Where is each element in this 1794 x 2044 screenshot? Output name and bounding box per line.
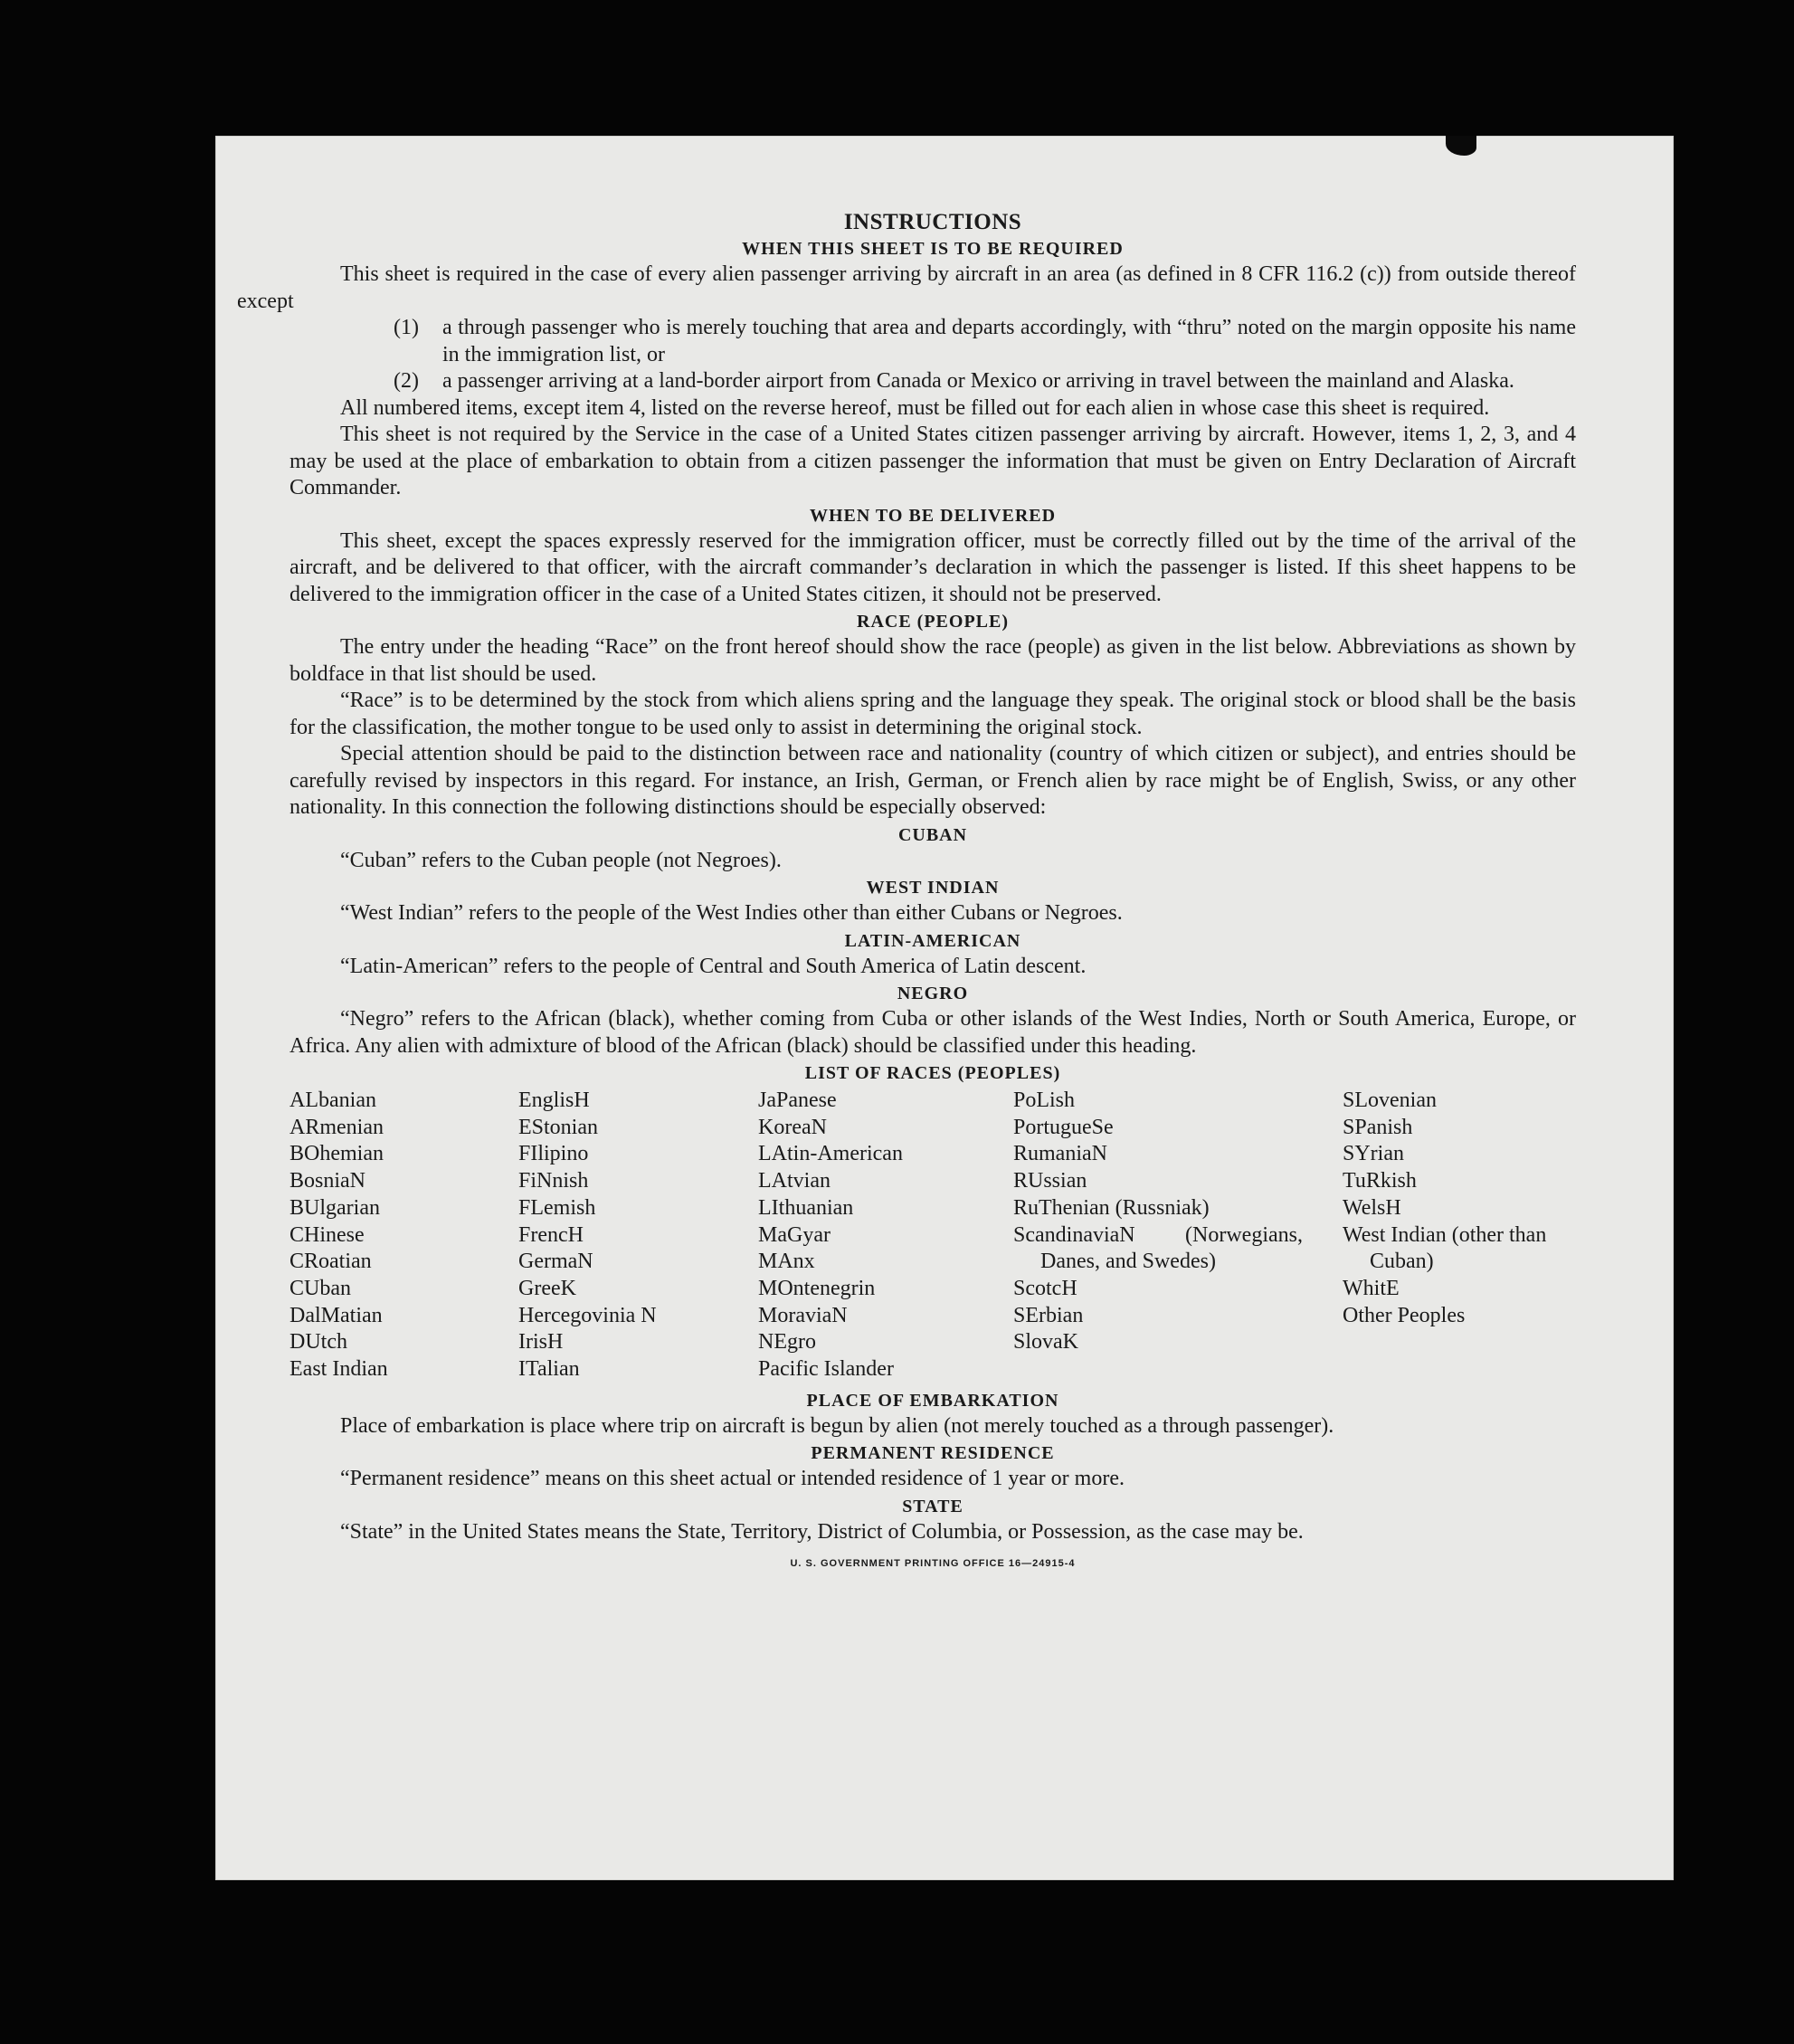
race-entry: BUlgarian xyxy=(290,1195,380,1220)
heading-embarkation: PLACE OF EMBARKATION xyxy=(806,1390,1059,1411)
race-entry: ITalian xyxy=(518,1357,580,1382)
race-entry: EStonian xyxy=(518,1115,598,1139)
race-entry: MOntenegrin xyxy=(758,1276,876,1300)
race-entry: MoraviaN xyxy=(758,1303,848,1327)
race-entry: CRoatian xyxy=(290,1250,372,1274)
race-entry: East Indian xyxy=(290,1357,388,1382)
race-entry: BOhemian xyxy=(290,1142,384,1166)
races-column-3 xyxy=(758,1088,1013,1383)
race-entry: SErbian xyxy=(1013,1303,1084,1327)
race-entry: CHinese xyxy=(290,1222,365,1247)
race-entry: ARmenian xyxy=(290,1115,384,1139)
race-entry: MaGyar xyxy=(758,1222,831,1247)
race-entry: FLemish xyxy=(518,1195,596,1220)
paragraph-numbered-items: All numbered items, except item 4, listed on the reverse hereof, must be filled out for each alien in whose case this sheet is required. xyxy=(340,395,1490,420)
race-entry: EnglisH xyxy=(518,1089,590,1112)
heading-when-required: WHEN THIS SHEET IS TO BE REQUIRED xyxy=(742,239,1124,259)
race-entry: TuRkish xyxy=(1343,1169,1417,1193)
race-entry: KoreaN xyxy=(758,1115,827,1139)
races-table xyxy=(290,1088,1576,1383)
item-text: a through passenger who is merely touching that area and departs accordingly, with “thru” noted on the margin opposite his name in the immigration list, or xyxy=(442,316,1576,366)
race-entry: JaPanese xyxy=(758,1089,837,1112)
heading-state: STATE xyxy=(902,1496,963,1516)
document-sheet xyxy=(215,136,1674,1880)
race-entry: FIlipino xyxy=(518,1142,589,1166)
race-entry: Hercegovinia N xyxy=(518,1303,657,1327)
race-entry: SLovenian xyxy=(1343,1089,1437,1112)
heading-list-of-races: LIST OF RACES (PEOPLES) xyxy=(804,1063,1061,1083)
list-item xyxy=(394,315,1576,368)
race-entry: LAtvian xyxy=(758,1169,831,1193)
heading-when-delivered: WHEN TO BE DELIVERED xyxy=(809,505,1057,526)
race-entry: IrisH xyxy=(518,1330,564,1355)
heading-negro: NEGRO xyxy=(897,984,969,1003)
paragraph-required: This sheet is required in the case of every alien passenger arriving by aircraft in an area (as defined in 8 CFR 116.2 (c)) from outside thereof except xyxy=(237,262,1576,313)
race-entry: GermaN xyxy=(518,1250,593,1274)
race-entry: SYrian xyxy=(1343,1142,1404,1166)
ink-blot xyxy=(1446,136,1476,156)
race-entry: GreeK xyxy=(518,1276,576,1300)
race-entry: ScotcH xyxy=(1013,1276,1077,1300)
printing-office-footer: U. S. GOVERNMENT PRINTING OFFICE 16—24915-4 xyxy=(790,1558,1076,1570)
paragraph-state: “State” in the United States means the State, Territory, District of Columbia, or Possession, as the case may be. xyxy=(340,1519,1304,1544)
race-entry: PoLish xyxy=(1013,1089,1076,1112)
races-column-5 xyxy=(1343,1088,1576,1383)
races-column-4 xyxy=(1013,1088,1343,1383)
race-entry: LAtin-American xyxy=(758,1142,903,1166)
race-entry: SPanish xyxy=(1343,1115,1413,1139)
race-entry: SlovaK xyxy=(1013,1330,1078,1355)
heading-cuban: CUBAN xyxy=(897,824,968,845)
paragraph-residence: “Permanent residence” means on this sheet actual or intended residence of 1 year or more. xyxy=(340,1467,1125,1491)
race-entry: FiNnish xyxy=(518,1169,589,1193)
races-column-2 xyxy=(518,1088,758,1383)
paragraph-embarkation: Place of embarkation is place where trip on aircraft is begun by alien (not merely touched as a through passenger). xyxy=(340,1413,1334,1438)
race-entry: RUssian xyxy=(1013,1169,1087,1193)
race-entry: RumaniaN xyxy=(1013,1142,1107,1166)
race-entry: Pacific Islander xyxy=(758,1357,894,1382)
race-entry: Other Peoples xyxy=(1343,1303,1466,1327)
paragraph-race-stock: “Race” is to be determined by the stock from which aliens spring and the language they speak. The original stock or blood shall be the basis for the classification, the mother tongue to be used only to assist in determining the original stock. xyxy=(290,689,1576,739)
race-entry: NEgro xyxy=(758,1330,816,1355)
paragraph-race-entry: The entry under the heading “Race” on the front hereof should show the race (people) as given in the list below. Abbreviations as shown by boldface in that list should be used. xyxy=(290,635,1576,686)
heading-latin-american: LATIN-AMERICAN xyxy=(844,930,1021,951)
paragraph-delivered: This sheet, except the spaces expressly reserved for the immigration officer, must be correctly filled out by the time of the arrival of the aircraft, and be delivered to that officer, with the aircraft commander’s declaration in which the passenger is listed. If this sheet happens to be delivered to the immigration officer in the case of a United States citizen, it should not be preserved. xyxy=(290,528,1576,606)
race-entry: WhitE xyxy=(1343,1276,1400,1300)
item-text: a passenger arriving at a land-border airport from Canada or Mexico or arriving in travel between the mainland and Alaska. xyxy=(442,369,1514,393)
race-entry: West Indian (other than Cuban) xyxy=(1343,1222,1547,1274)
list-item xyxy=(394,368,1576,395)
race-entry: ALbanian xyxy=(290,1089,376,1112)
item-number: (1) xyxy=(394,316,419,339)
instructions-content xyxy=(237,210,1576,1570)
race-entry: ScandinaviaN (Norwegians, Danes, and Swedes) xyxy=(1013,1222,1303,1274)
page-title: INSTRUCTIONS xyxy=(843,210,1022,234)
paragraph-citizen: This sheet is not required by the Service in the case of a United States citizen passenger arriving by aircraft. However, items 1, 2, 3, and 4 may be used at the place of embarkation to obtain from a citizen passenger the information that must be given on Entry Declaration of Aircraft Commander. xyxy=(290,423,1576,499)
race-entry: LIthuanian xyxy=(758,1195,854,1220)
race-entry: MAnx xyxy=(758,1250,815,1274)
race-entry: DalMatian xyxy=(290,1303,383,1327)
paragraph-west-indian: “West Indian” refers to the people of the West Indies other than either Cubans or Negroes. xyxy=(340,901,1123,925)
race-entry: WelsH xyxy=(1343,1195,1401,1220)
heading-race: RACE (PEOPLE) xyxy=(857,612,1009,632)
paragraph-latin-american: “Latin-American” refers to the people of Central and South America of Latin descent. xyxy=(340,954,1087,978)
paragraph-race-nationality: Special attention should be paid to the distinction between race and nationality (country of which citizen or subject), and entries should be carefully revised by inspectors in this regard. For instance, an Irish, German, or French alien by race might be of English, Swiss, or any other nationality. In this connection the following distinctions should be especially observed: xyxy=(290,742,1576,819)
race-entry: CUban xyxy=(290,1276,351,1300)
race-entry: PortugueSe xyxy=(1013,1115,1114,1139)
race-entry: BosniaN xyxy=(290,1169,365,1193)
heading-west-indian: WEST INDIAN xyxy=(866,878,1000,898)
heading-residence: PERMANENT RESIDENCE xyxy=(811,1443,1055,1464)
race-entry: FrencH xyxy=(518,1222,584,1247)
races-column-1 xyxy=(290,1088,518,1383)
paragraph-negro: “Negro” refers to the African (black), whether coming from Cuba or other islands of the West Indies, North or South America, Europe, or Africa. Any alien with admixture of blood of the African (black) should be classified under this heading. xyxy=(290,1007,1576,1058)
item-number: (2) xyxy=(394,369,419,393)
race-entry: DUtch xyxy=(290,1330,347,1355)
paragraph-cuban: “Cuban” refers to the Cuban people (not Negroes). xyxy=(340,848,782,872)
race-entry: RuThenian (Russniak) xyxy=(1013,1195,1210,1220)
